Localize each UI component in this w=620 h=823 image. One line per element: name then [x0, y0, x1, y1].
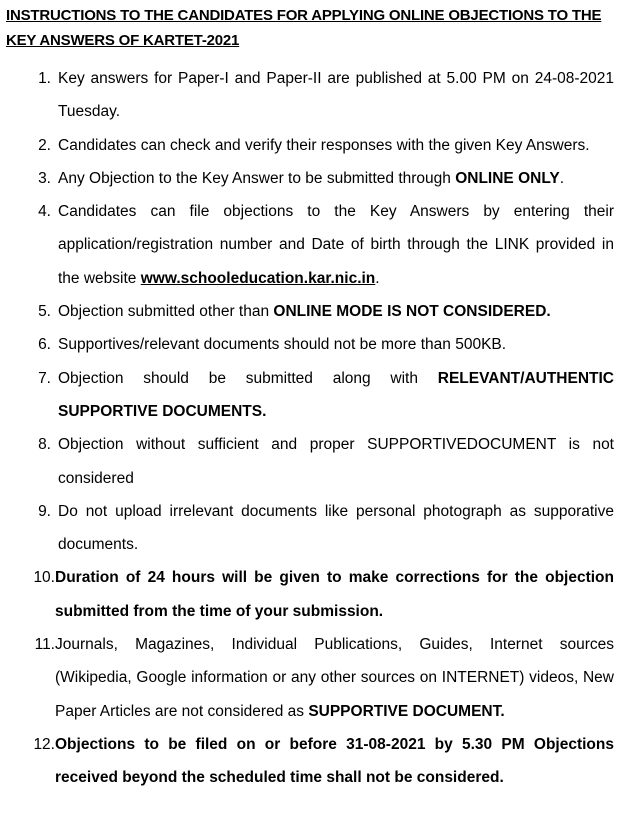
item-text-container	[58, 362, 614, 429]
item-number: 12.	[33, 735, 55, 753]
list-item	[6, 561, 614, 628]
item-number: 1.	[38, 70, 51, 87]
item-text-end: .	[559, 169, 565, 187]
item-text: Any Objection to the Key Answer to be submitted through	[58, 169, 456, 187]
item-emphasis: ONLINE ONLY	[455, 169, 560, 187]
item-text: Candidates can file objections to the Key Answers by entering their application/registration number and Date of birth through the LINK provided in the website	[58, 203, 614, 287]
item-emphasis: RELEVANT/AUTHENTIC SUPPORTIVE DOCUMENTS.	[58, 369, 614, 420]
list-item	[6, 328, 614, 361]
instructions-list	[6, 62, 614, 795]
list-item	[6, 628, 614, 728]
item-text: Objection without sufficient and proper SUPPORTIVEDOCUMENT is not considered	[58, 436, 614, 487]
list-item	[6, 495, 614, 562]
website-link[interactable]: www.schooleducation.kar.nic.in	[140, 269, 376, 287]
item-number: 8.	[38, 436, 51, 454]
item-number: 3.	[38, 169, 51, 187]
item-text: Objection should be submitted along with	[58, 369, 438, 387]
heading-line-2: KEY ANSWERS OF KARTET-2021	[6, 32, 240, 49]
item-text-container	[58, 195, 614, 295]
item-text: Duration of 24 hours will be given to make corrections for the objection submitted from the time of your submission.	[55, 569, 614, 620]
item-text: Journals, Magazines, Individual Publications, Guides, Internet sources (Wikipedia, Google information or any other sources on INTERNET) videos, New Paper Articles are not considered as	[55, 636, 614, 720]
item-text: Do not upload irrelevant documents like personal photograph as supporative documents.	[58, 502, 614, 554]
item-number: 4.	[38, 203, 51, 221]
list-item	[6, 162, 614, 195]
item-number: 9.	[38, 502, 51, 520]
item-emphasis: SUPPORTIVE DOCUMENT.	[308, 702, 505, 720]
item-text: Objections to be filed on or before 31-08-2021 by 5.30 PM Objections received beyond the scheduled time shall not be considered.	[55, 735, 614, 787]
item-text: Candidates can check and verify their responses with the given Key Answers.	[58, 136, 590, 154]
heading-line-1: INSTRUCTIONS TO THE CANDIDATES FOR APPLYING ONLINE OBJECTIONS TO THE	[6, 7, 602, 24]
list-item	[6, 728, 614, 795]
item-number: 6.	[38, 336, 51, 354]
item-emphasis: ONLINE MODE IS NOT CONSIDERED.	[273, 303, 551, 321]
item-text: Supportives/relevant documents should not be more than 500KB.	[58, 336, 507, 354]
item-text-end: .	[375, 269, 380, 287]
item-number: 10.	[33, 569, 55, 587]
document-heading	[6, 3, 614, 53]
item-number: 5.	[38, 303, 51, 321]
list-item	[6, 62, 614, 129]
list-item	[6, 195, 614, 295]
list-item	[6, 362, 614, 429]
list-item	[6, 428, 614, 495]
item-text-container	[58, 295, 614, 328]
item-number: 7.	[38, 369, 51, 387]
item-number: 11.	[34, 636, 55, 654]
list-item	[6, 295, 614, 328]
item-number: 2.	[38, 136, 51, 154]
item-text-container	[55, 628, 614, 728]
item-text-container	[58, 162, 614, 195]
list-item	[6, 129, 614, 162]
item-text: Objection submitted other than	[58, 303, 274, 321]
item-text: Key answers for Paper-I and Paper-II are published at 5.00 PM on 24-08-2021 Tuesday.	[58, 70, 614, 121]
